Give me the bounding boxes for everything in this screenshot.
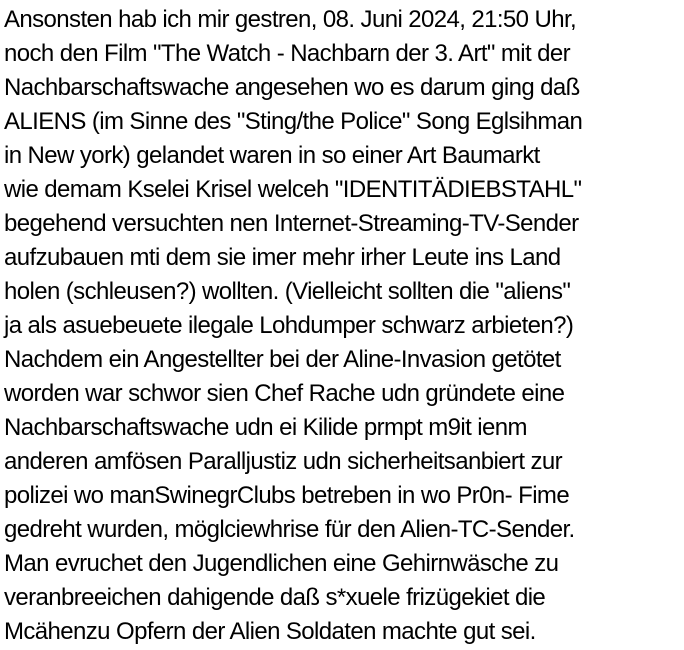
text-line: noch den Film "The Watch - Nachbarn der 3. Art" mit der — [4, 40, 571, 67]
text-line: Mcähenzu Opfern der Alien Soldaten machte gut sei. — [4, 618, 536, 645]
text-line: veranbreeichen dahigende daß s*xuele frizügekiet die — [4, 584, 546, 611]
text-line: anderen amfösen Paralljustiz udn sicherheitsanbiert zur — [4, 448, 562, 475]
text-line: begehend versuchten nen Internet-Streaming-TV-Sender — [4, 210, 579, 237]
text-line: ja als asuebeuete ilegale Lohdumper schwarz arbieten?) — [4, 312, 574, 339]
text-paragraph — [4, 3, 684, 649]
text-line: worden war schwor sien Chef Rache udn gründete eine — [4, 380, 565, 407]
text-line: Nachbarschaftswache angesehen wo es darum ging daß — [4, 74, 580, 101]
text-line: Ansonsten hab ich mir gestren, 08. Juni 2024, 21:50 Uhr, — [4, 6, 577, 33]
text-line: gedreht wurden, möglciewhrise für den Alien-TC-Sender. — [4, 516, 575, 543]
text-line: holen (schleusen?) wollten. (Vielleicht sollten die "aliens" — [4, 278, 571, 305]
text-line: in New york) gelandet waren in so einer Art Baumarkt — [4, 142, 540, 169]
text-line: Nachbarschaftswache udn ei Kilide prmpt m9it ienm — [4, 414, 527, 441]
text-line: wie demam Kselei Krisel welceh "IDENTITÄDIEBSTAHL" — [4, 176, 582, 203]
text-line: aufzubauen mti dem sie imer mehr irher Leute ins Land — [4, 244, 561, 271]
text-line: Nachdem ein Angestellter bei der Aline-Invasion getötet — [4, 346, 561, 373]
text-line: ALIENS (im Sinne des "Sting/the Police" Song Eglsihman — [4, 108, 583, 135]
text-line: polizei wo manSwinegrClubs betreben in wo Pr0n- Fime — [4, 482, 570, 509]
text-line: Man evruchet den Jugendlichen eine Gehirnwäsche zu — [4, 550, 559, 577]
